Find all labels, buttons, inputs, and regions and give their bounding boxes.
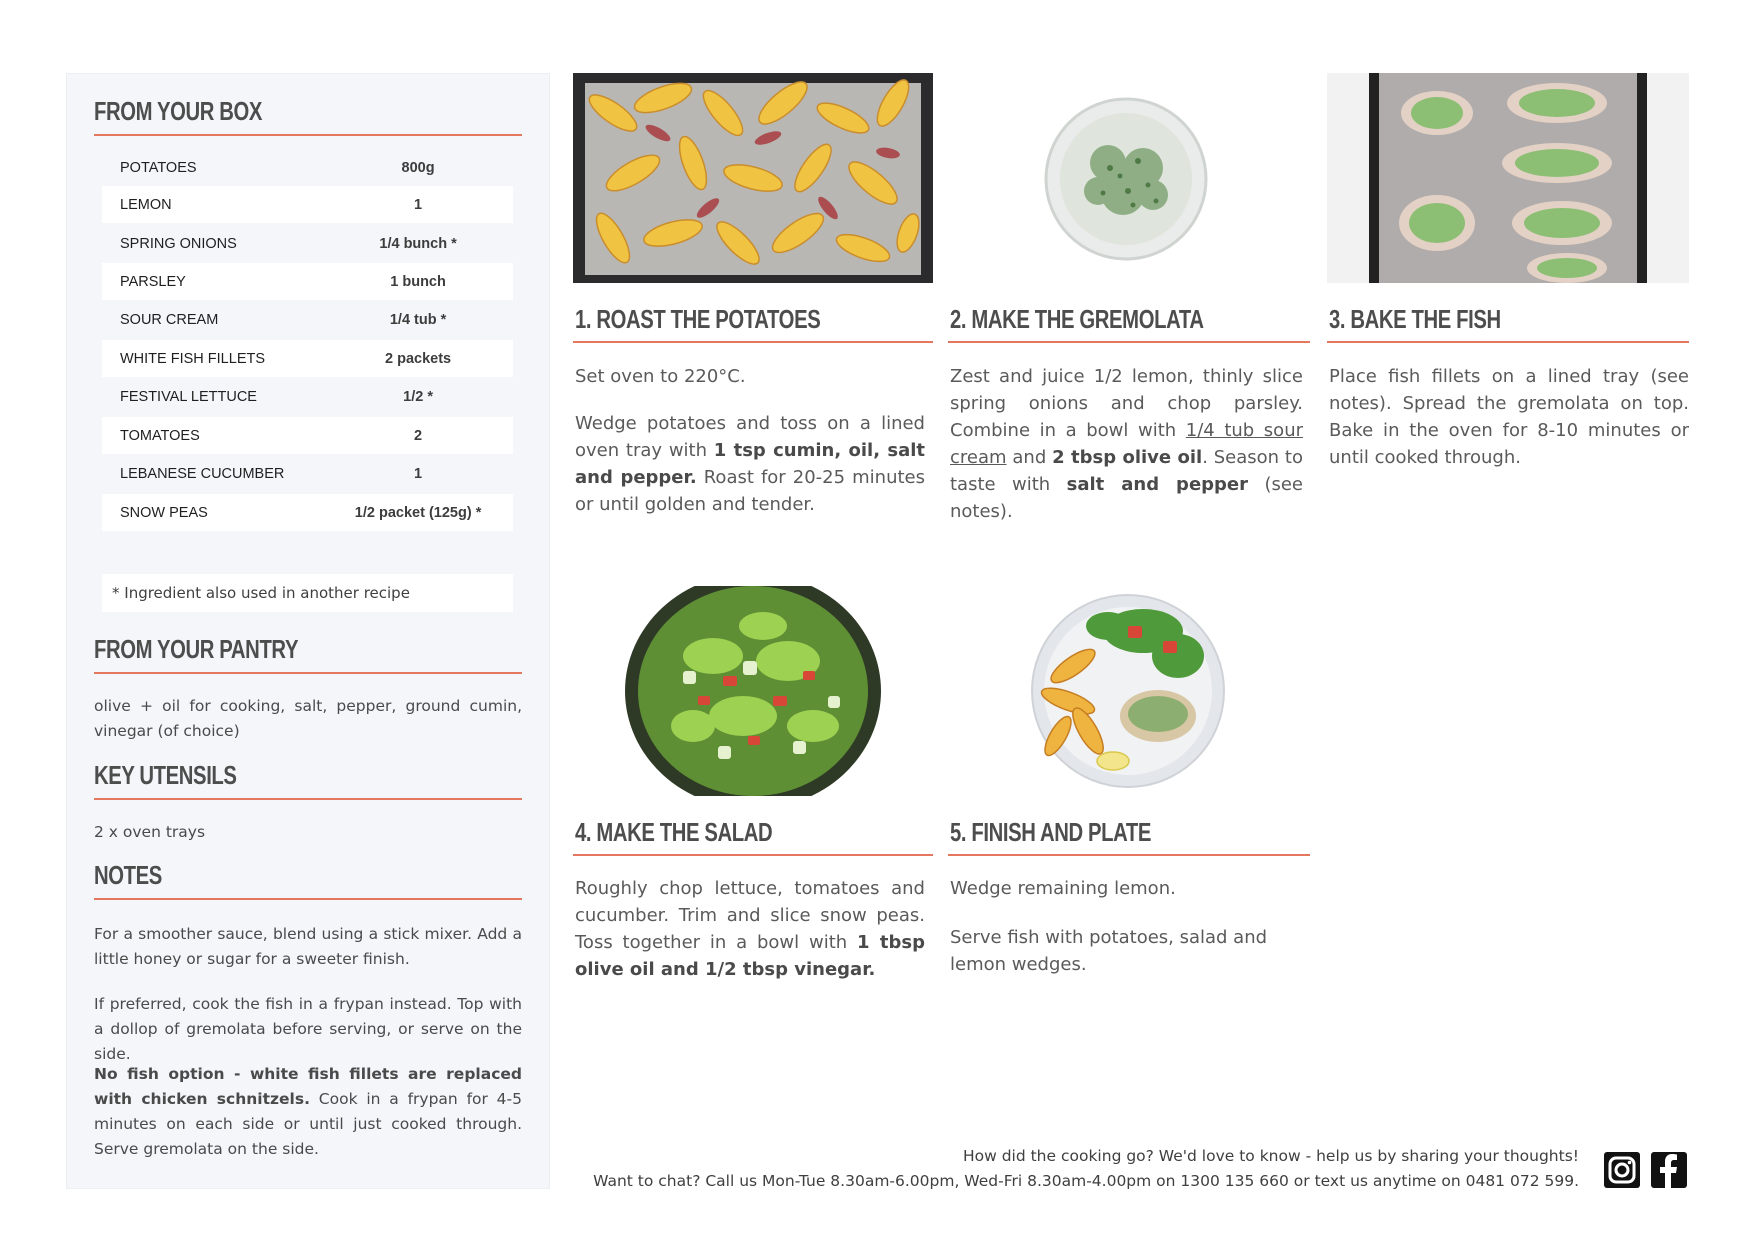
step-5-title: 5. FINISH AND PLATE (950, 817, 1152, 847)
pantry-text: olive + oil for cooking, salt, pepper, ground cumin, vinegar (of choice) (94, 697, 522, 740)
bake-fish-photo (1327, 73, 1689, 283)
step-2-bold: 2 tbsp olive oil (1052, 447, 1203, 468)
ingredient-qty: 2 (414, 427, 423, 444)
pantry-section-title: FROM YOUR PANTRY (94, 634, 299, 664)
step-2-underline: 1/4 tub sour cream (950, 420, 1304, 468)
ingredient-name: LEMON (120, 196, 172, 213)
ingredient-qty: 1 (414, 465, 423, 482)
step-1-text-a: Wedge potatoes and toss on a lined oven tray with (575, 413, 925, 461)
notes-section-title: NOTES (94, 860, 162, 890)
notes-rest: Cook in a frypan for 4-5 minutes on each side or until just cooked through. Serve gremolata on the side. (94, 1090, 523, 1158)
step-1-text-c: Roast for 20-25 minutes or until golden and tender. (575, 467, 925, 515)
utensils-text: 2 x oven trays (94, 823, 206, 841)
footer-feedback-line: How did the cooking go? We'd love to know - help us by sharing your thoughts! (962, 1147, 1579, 1165)
ingredient-row (102, 263, 513, 300)
gremolata-bowl-photo (948, 73, 1310, 283)
step-2-bold: salt and pepper (1066, 474, 1249, 495)
facebook-icon[interactable] (1650, 1151, 1688, 1189)
utensils-section-title: KEY UTENSILS (94, 760, 237, 790)
ingredient-qty: 1 bunch (390, 273, 446, 290)
ingredient-row (102, 455, 513, 492)
ingredient-row (102, 186, 513, 223)
ingredient-qty: 1 (414, 196, 423, 213)
ingredient-name: SOUR CREAM (120, 311, 219, 328)
ingredient-qty: 800g (401, 159, 435, 176)
notes-paragraph: If preferred, cook the fish in a frypan instead. Top with a dollop of gremolata before serving, or serve on the side. (94, 995, 522, 1063)
step-5-para: Serve fish with potatoes, salad and lemon wedges. (950, 927, 1268, 975)
step-3-rule (1327, 341, 1689, 343)
step-1-bold: 1 tsp cumin, oil, salt and pepper. (575, 440, 925, 488)
feedback-footer (593, 1144, 1579, 1194)
ingredient-qty: 1/4 tub * (389, 311, 447, 328)
footer-contact-line: Want to chat? Call us Mon-Tue 8.30am-6.00pm, Wed-Fri 8.30am-4.00pm on 1300 135 660 or text us anytime on 0481 072 599. (593, 1172, 1579, 1190)
ingredient-name: TOMATOES (120, 427, 200, 444)
step-3-title: 3. BAKE THE FISH (1329, 304, 1501, 334)
ingredient-name: WHITE FISH FILLETS (120, 350, 266, 367)
ingredient-name: FESTIVAL LETTUCE (120, 388, 257, 405)
ingredient-name: PARSLEY (120, 273, 186, 290)
step-1-para: Set oven to 220°C. (575, 366, 746, 387)
ingredient-name: SPRING ONIONS (120, 235, 237, 252)
step-1-title: 1. ROAST THE POTATOES (575, 304, 821, 334)
instagram-icon[interactable] (1603, 1151, 1641, 1189)
step-4-text-a: Roughly chop lettuce, tomatoes and cucumber. Trim and slice snow peas. Toss together in a bowl with (575, 878, 925, 953)
step-5-text (950, 875, 1312, 998)
step-2-text-d: . Season to taste with (950, 447, 1303, 495)
ingredient-qty: 1/2 * (403, 388, 433, 405)
step-5-rule (948, 854, 1310, 856)
step-4-text (575, 875, 925, 1003)
step-1-rule (573, 341, 933, 343)
step-4-bold: 1 tbsp olive oil and 1/2 tbsp vinegar. (575, 932, 925, 980)
salad-bowl-photo (573, 586, 933, 796)
step-4-para (575, 875, 925, 983)
step-2-text (950, 363, 1303, 545)
step-2-title: 2. MAKE THE GREMOLATA (950, 304, 1204, 334)
step-2-text-b: and (1006, 447, 1053, 468)
ingredient-row (102, 417, 513, 454)
notes-section-rule (94, 898, 522, 900)
ingredient-name: LEBANESE CUCUMBER (120, 465, 285, 482)
step-2-rule (948, 341, 1310, 343)
utensils-section-rule (94, 798, 522, 800)
pantry-section-rule (94, 672, 522, 674)
ingredient-qty: 1/2 packet (125g) * (354, 504, 482, 521)
step-2-text-a: Zest and juice 1/2 lemon, thinly slice spring onions and chop parsley. Combine in a bowl with (950, 366, 1303, 441)
ingredient-row (102, 378, 513, 415)
notes-bold: No fish option - white fish fillets are replaced with chicken schnitzels. (94, 1065, 522, 1108)
ingredient-row (102, 149, 513, 186)
ingredient-qty: 1/4 bunch * (379, 235, 457, 252)
ingredient-name: SNOW PEAS (120, 504, 208, 521)
step-4-rule (573, 854, 933, 856)
step-3-text (1329, 363, 1689, 491)
ingredient-footnote: * Ingredient also used in another recipe (102, 574, 513, 612)
ingredient-row (102, 225, 513, 262)
box-section-rule (94, 134, 522, 136)
step-5-para: Wedge remaining lemon. (950, 878, 1176, 899)
ingredient-row (102, 301, 513, 338)
ingredient-name: POTATOES (120, 159, 197, 176)
plated-dish-photo (948, 586, 1310, 796)
step-3-para: Place fish fillets on a lined tray (see notes). Spread the gremolata on top. Bake in the oven for 8-10 minutes or until cooked through. (1329, 366, 1689, 468)
ingredient-qty: 2 packets (385, 350, 452, 367)
step-2-para (950, 363, 1303, 525)
ingredient-row (102, 340, 513, 377)
step-4-title: 4. MAKE THE SALAD (575, 817, 773, 847)
ingredients-sidebar (66, 73, 550, 1189)
step-2-text-f: (see notes). (950, 474, 1303, 522)
notes-paragraph: For a smoother sauce, blend using a stick mixer. Add a little honey or sugar for a sweeter finish. (94, 925, 522, 968)
roast-potatoes-photo (573, 73, 933, 283)
step-1-text (575, 363, 925, 538)
step-1-para (575, 410, 925, 518)
box-section-title: FROM YOUR BOX (94, 96, 263, 126)
notes-paragraph (94, 1062, 522, 1162)
ingredient-row (102, 494, 513, 531)
